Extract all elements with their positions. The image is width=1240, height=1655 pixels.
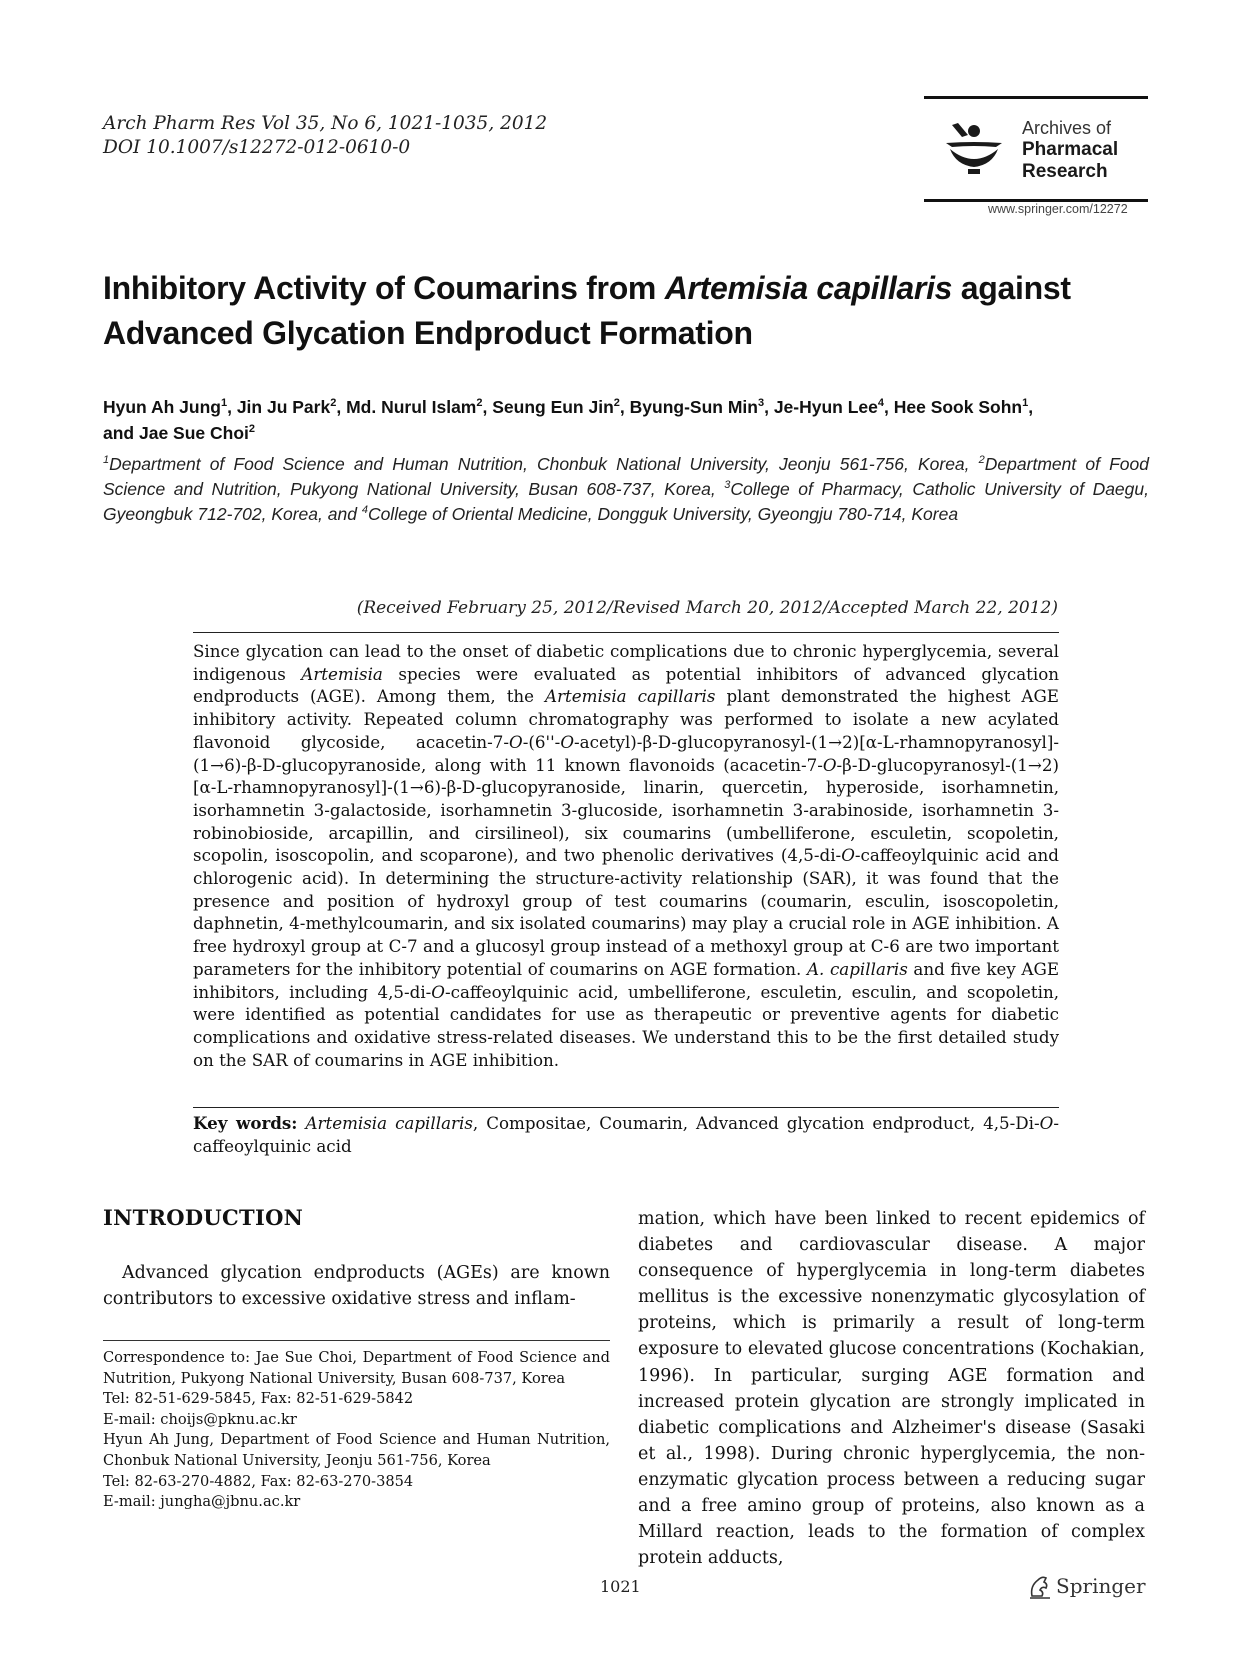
author-separator: , [764, 397, 774, 417]
text-run: species were evaluated as potential inhibitors of advanced glycation endproducts (AGE). Among them, the [193, 663, 1059, 707]
italic-term: O [509, 731, 523, 752]
text-run: , Compositae, Coumarin, Advanced glycation endproduct, 4,5-Di- [472, 1113, 1040, 1133]
author-separator: , [227, 397, 237, 417]
journal-logo [924, 96, 1148, 202]
affiliation-text: Department of Food Science and Nutrition, Pukyong National University, Busan 608-737, Korea, [103, 454, 1149, 499]
author-affiliation-marker: 2 [613, 397, 620, 410]
author-affiliation-marker: 1 [220, 397, 228, 410]
author-name: Md. Nurul Islam [346, 397, 477, 417]
title-part-2: against Advanced Glycation Endproduct Formation [103, 270, 1071, 351]
text-run: -caffeoylquinic acid [193, 1113, 1059, 1156]
italic-term: O [822, 754, 837, 775]
author-affiliation-marker: 2 [330, 397, 337, 410]
text-run: Since glycation can lead to the onset of diabetic complications due to chronic hyperglycemia, several indigenous [193, 641, 1059, 684]
author-affiliation-marker: 1 [1022, 397, 1029, 410]
footnote-line: Correspondence to: Jae Sue Choi, Department of Food Science and Nutrition, Pukyong National University, Busan 608-737, Korea [103, 1349, 610, 1387]
author-affiliation-marker: 4 [877, 397, 884, 410]
author-name: Jin Ju Park [236, 397, 331, 417]
logo-line-3: Research [1022, 161, 1108, 182]
page-number: 1021 [600, 1577, 641, 1596]
affiliation-marker: 2 [978, 454, 985, 467]
publisher-name: Springer [1056, 1574, 1146, 1598]
section-heading-introduction: INTRODUCTION [103, 1205, 304, 1230]
affiliations [103, 452, 1149, 527]
correspondence-footnote [103, 1348, 610, 1513]
author-name: Je-Hyun Lee [773, 397, 878, 417]
affiliation-text: College of Oriental Medicine, Dongguk University, Gyeongju 780-714, Korea [367, 504, 959, 524]
author-separator: , [1028, 397, 1034, 417]
footnote-line: Hyun Ah Jung, Department of Food Science and Human Nutrition, Chonbuk National University, Jeonju 561-756, Korea [103, 1431, 610, 1469]
logo-line-2: Pharmacal [1022, 139, 1119, 160]
abstract [193, 640, 1059, 1071]
footnote-rule [103, 1340, 610, 1341]
keywords-list [193, 1113, 1059, 1156]
author-name: Hyun Ah Jung [103, 397, 221, 417]
text-run: -(6''- [522, 731, 561, 752]
text-run: and five key AGE inhibitors, including 4,5-di- [193, 958, 1059, 1002]
italic-term: A. capillaris [806, 958, 908, 979]
keywords-label: Key words: [193, 1113, 298, 1133]
text-run: -acetyl)-β-D-glucopyranosyl-(1→2)[α-L-rhamnopyranosyl]-(1→6)-β-D-glucopyranoside, along with 11 known flavonoids (acacetin-7- [193, 731, 1059, 775]
intro-paragraph-left: Advanced glycation endproducts (AGEs) are known contributors to excessive oxidative stress and inflam- [103, 1263, 610, 1309]
journal-url[interactable]: www.springer.com/12272 [988, 202, 1128, 216]
text-run: -caffeoylquinic acid and chlorogenic acid). In determining the structure-activity relationship (SAR), it was found that the presence and position of hydroxyl group of test coumarins (coumarin, esculin, isoscopoletin, daphnetin, 4-methylcoumarin, and six isolated coumarins) may play a crucial role in AGE inhibition. A free hydroxyl group at C-7 and a glucosyl group instead of a methoxyl group at C-6 are two important parameters for the inhibitory potential of coumarins on AGE formation. [193, 845, 1059, 979]
text-run: -β-D-glucopyranosyl-(1→2)[α-L-rhamnopyranosyl]-(1→6)-β-D-glucopyranoside, linarin, quercetin, hyperoside, isorhamnetin, isorhamnetin 3-galactoside, isorhamnetin 3-glucoside, isorhamnetin 3-arabinoside, isorhamnetin 3-robinobioside, arcapillin, and cirsilineol), six coumarins (umbelliferone, esculetin, scopoletin, scopolin, isoscopolin, and scoparone), and two phenolic derivatives (4,5-di- [193, 754, 1059, 866]
title-species: Artemisia capillaris [664, 270, 953, 306]
footnote-line: Tel: 82-63-270-4882, Fax: 82-63-270-3854 [103, 1472, 414, 1490]
abstract-top-rule [193, 632, 1059, 633]
affiliation-text: College of Pharmacy, Catholic University of Daegu, Gyeongbuk 712-702, Korea, and [103, 479, 1149, 524]
author-affiliation-marker: 2 [476, 397, 483, 410]
footnote-email[interactable]: E-mail: choijs@pknu.ac.kr [103, 1410, 297, 1428]
author-affiliation-marker: 3 [757, 397, 765, 410]
article-title [103, 266, 1153, 356]
text-run: -caffeoylquinic acid, umbelliferone, esculetin, esculin, and scopoletin, were identified as potential candidates for use as therapeutic or preventive agents for diabetic complications and oxidative stress-related diseases. We understand this to be the first detailed study on the SAR of coumarins in AGE inhibition. [193, 981, 1059, 1070]
affiliation-marker: 4 [361, 504, 368, 517]
italic-term: Artemisia capillaris [305, 1113, 473, 1133]
journal-citation: Arch Pharm Res Vol 35, No 6, 1021-1035, 2012 [103, 113, 548, 134]
intro-paragraph-right: mation, which have been linked to recent epidemics of diabetes and cardiovascular disease. A major consequence of hyperglycemia in long-term diabetes mellitus is the excessive nonenzymatic glycosylation of proteins, which is primarily a result of long-term exposure to elevated glucose concentrations (Kochakian, 1996). In particular, surging AGE formation and increased protein glycation are strongly implicated in diabetic complications and Alzheimer's disease (Sasaki et al., 1998). During chronic hyperglycemia, the non-enzymatic glycation process between a reducing sugar and a free amino group of proteins, also known as a Millard reaction, leads to the formation of complex protein adducts, [638, 1209, 1145, 1569]
title-part-1: Inhibitory Activity of Coumarins from [103, 270, 665, 306]
italic-term: O [841, 845, 855, 866]
author-separator: , [336, 397, 347, 417]
author-name: Byung-Sun Min [629, 397, 758, 417]
author-separator: , [482, 397, 493, 417]
abstract-bottom-rule [193, 1107, 1059, 1108]
author-name: Seung Eun Jin [492, 397, 614, 417]
author-separator: , [619, 397, 630, 417]
italic-term: Artemisia [301, 663, 383, 684]
italic-term: O [560, 731, 575, 752]
author-affiliation-marker: 2 [248, 423, 255, 436]
footnote-email[interactable]: E-mail: jungha@jbnu.ac.kr [103, 1493, 301, 1511]
keywords [193, 1112, 1059, 1157]
author-separator: , [884, 397, 894, 417]
italic-term: O [431, 981, 445, 1002]
doi-line: DOI 10.1007/s12272-012-0610-0 [103, 137, 411, 158]
italic-term: O [1039, 1113, 1054, 1133]
mortar-pestle-icon [942, 117, 1006, 177]
italic-term: Artemisia capillaris [545, 686, 716, 707]
publisher-logo [1028, 1572, 1148, 1602]
author-name: Hee Sook Sohn [893, 397, 1023, 417]
affiliation-text: Department of Food Science and Human Nutrition, Chonbuk National University, Jeonju 561-756, Korea, [109, 454, 979, 474]
author-name: and Jae Sue Choi [103, 423, 249, 443]
springer-horse-icon [1028, 1574, 1052, 1600]
footnote-line: Tel: 82-51-629-5845, Fax: 82-51-629-5842 [103, 1390, 414, 1408]
text-run: plant demonstrated the highest AGE inhibitory activity. Repeated column chromatography was performed to isolate a new acylated flavonoid glycoside, acacetin-7- [193, 686, 1059, 752]
received-dates: (Received February 25, 2012/Revised March 20, 2012/Accepted March 22, 2012) [356, 598, 1058, 618]
affiliation-marker: 3 [724, 479, 731, 492]
affiliation-marker: 1 [103, 454, 110, 467]
author-list [103, 394, 1153, 446]
journal-logo-text [1022, 117, 1118, 183]
logo-line-1: Archives of [1022, 118, 1112, 138]
